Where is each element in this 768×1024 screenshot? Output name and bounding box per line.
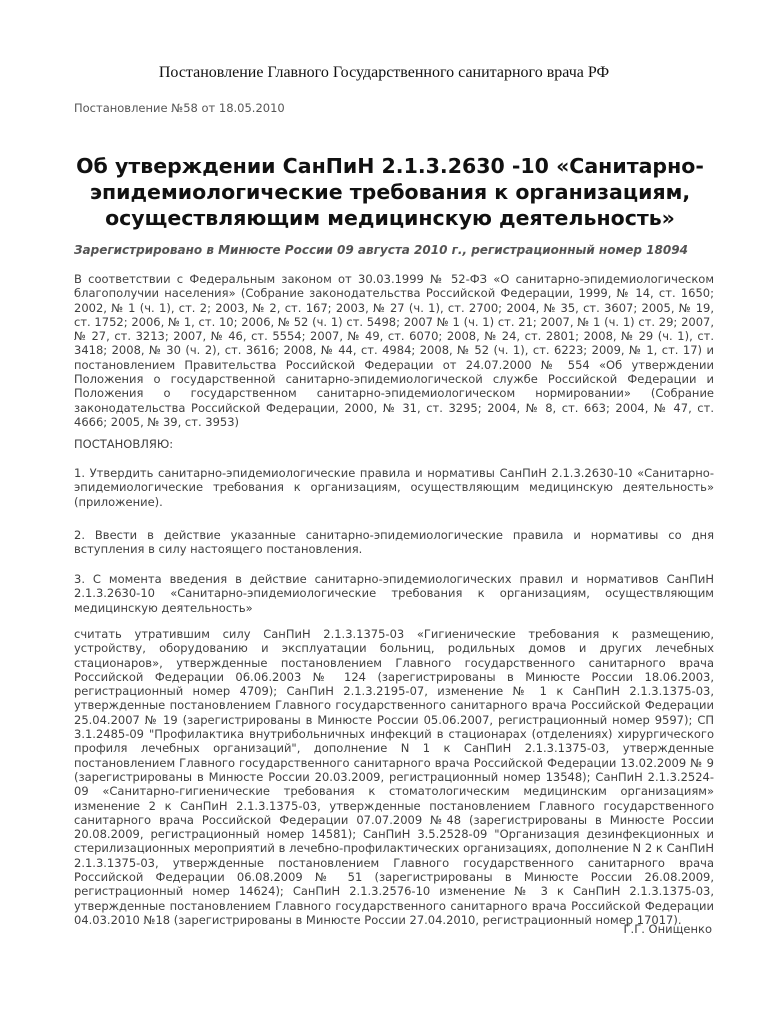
- item-3-continuation: считать утратившим силу СанПиН 2.1.3.1375-03 «Гигиенические требования к размещению, устройству, оборудованию и эксплуатации больниц, родильных домов и других лечебных стационаров», утвержденные постановлением Главного государственного санитарного врача Российской Федерации 06.06.2003 № 124 (зарегистрированы в Минюсте России 18.06.2003, регистрационный номер 4709); СанПиН 2.1.3.2195-07, изменение № 1 к СанПиН 2.1.3.1375-03, утвержденные постановлением Главного государственного санитарного врача Российской Федерации 25.04.2007 № 19 (зарегистрированы в Минюсте России 05.06.2007, регистрационный номер 9597); СП 3.1.2485-09 "Профилактика внутрибольничных инфекций в стационарах (отделениях) хирургического профиля лечебных организаций", дополнение N 1 к СанПиН 2.1.3.1375-03, утвержденные постановлением Главного государственного санитарного врача Российской Федерации 13.02.2009 № 9 (зарегистрированы в Минюсте России 20.03.2009, регистрационный номер 13548); СанПиН 2.1.3.2524-09 «Санитарно-гигиенические требования к стоматологическим медицинским организациям» изменение 2 к СанПиН 2.1.3.1375-03, утвержденные постановлением Главного государственного санитарного врача Российской Федерации 07.07.2009 №48 (зарегистрированы в Минюсте России 20.08.2009, регистрационный номер 14581); СанПиН 3.5.2528-09 "Организация дезинфекционных и стерилизационных мероприятий в лечебно-профилактических организациях, дополнение N 2 к СанПиН 2.1.3.1375-03, утвержденные постановлением Главного государственного санитарного врача Российской Федерации 06.08.2009 № 51 (зарегистрированы в Минюсте России 26.08.2009, регистрационный номер 14624); СанПиН 2.1.3.2576-10 изменение № 3 к СанПиН 2.1.3.1375-03, утвержденные постановлением Главного государственного санитарного врача Российской Федерации 04.03.2010 №18 (зарегистрированы в Минюсте России 27.04.2010, регистрационный номер 17017).: [74, 627, 714, 927]
- item-3-paragraph: 3. С момента введения в действие санитарно-эпидемиологических правил и нормативов СанПиН 2.1.3.2630-10 «Санитарно-эпидемиологические требования к организациям, осуществляющим медицинскую деятельность»: [74, 572, 714, 615]
- resolve-heading: ПОСТАНОВЛЯЮ:: [74, 437, 174, 451]
- header-title: Постановление Главного Государственного санитарного врача РФ: [158, 64, 610, 81]
- intro-paragraph: В соответствии с Федеральным законом от 30.03.1999 № 52-ФЗ «О санитарно-эпидемиологическом благополучии населения» (Собрание законодательства Российской Федерации, 1999, № 14, ст. 1650; 2002, № 1 (ч. 1), ст. 2; 2003, № 2, ст. 167; 2003, № 27 (ч. 1), ст. 2700; 2004, № 35, ст. 3607; 2005, № 19, ст. 1752; 2006, № 1, ст. 10; 2006, № 52 (ч. 1) ст. 5498; 2007 № 1 (ч. 1) ст. 21; 2007, № 1 (ч. 1) ст. 29; 2007, № 27, ст. 3213; 2007, № 46, ст. 5554; 2007, № 49, ст. 6070; 2008, № 24, ст. 2801; 2008, № 29 (ч. 1), ст. 3418; 2008, № 30 (ч. 2), ст. 3616; 2008, № 44, ст. 4984; 2008, № 52 (ч. 1), ст. 6223; 2009, № 1, ст. 17) и постановлением Правительства Российской Федерации от 24.07.2000 № 554 «Об утверждении Положения о государственной санитарно-эпидемиологической службе Российской Федерации и Положения о государственном санитарно-эпидемиологическом нормировании» (Собрание законодательства Российской Федерации, 2000, № 31, ст. 3295; 2004, № 8, ст. 663; 2004, № 47, ст. 4666; 2005, № 39, ст. 3953): [74, 272, 714, 429]
- document-title: Об утверждении СанПиН 2.1.3.2630 -10 «Санитарно-эпидемиологические требования к организациям, осуществляющим медицинскую деятельность»: [76, 154, 704, 230]
- item-1-paragraph: 1. Утвердить санитарно-эпидемиологические правила и нормативы СанПиН 2.1.3.2630-10 «Санитарно-эпидемиологические требования к организациям, осуществляющим медицинскую деятельность» (приложение).: [74, 466, 714, 509]
- signature: Г.Г. Онищенко: [623, 922, 712, 936]
- registration-note: Зарегистрировано в Минюсте России 09 августа 2010 г., регистрационный номер 18094: [74, 243, 688, 257]
- item-2-paragraph: 2. Ввести в действие указанные санитарно-эпидемиологические правила и нормативы со дня вступления в силу настоящего постановления.: [74, 528, 714, 557]
- decree-reference: Постановление №58 от 18.05.2010: [74, 101, 285, 115]
